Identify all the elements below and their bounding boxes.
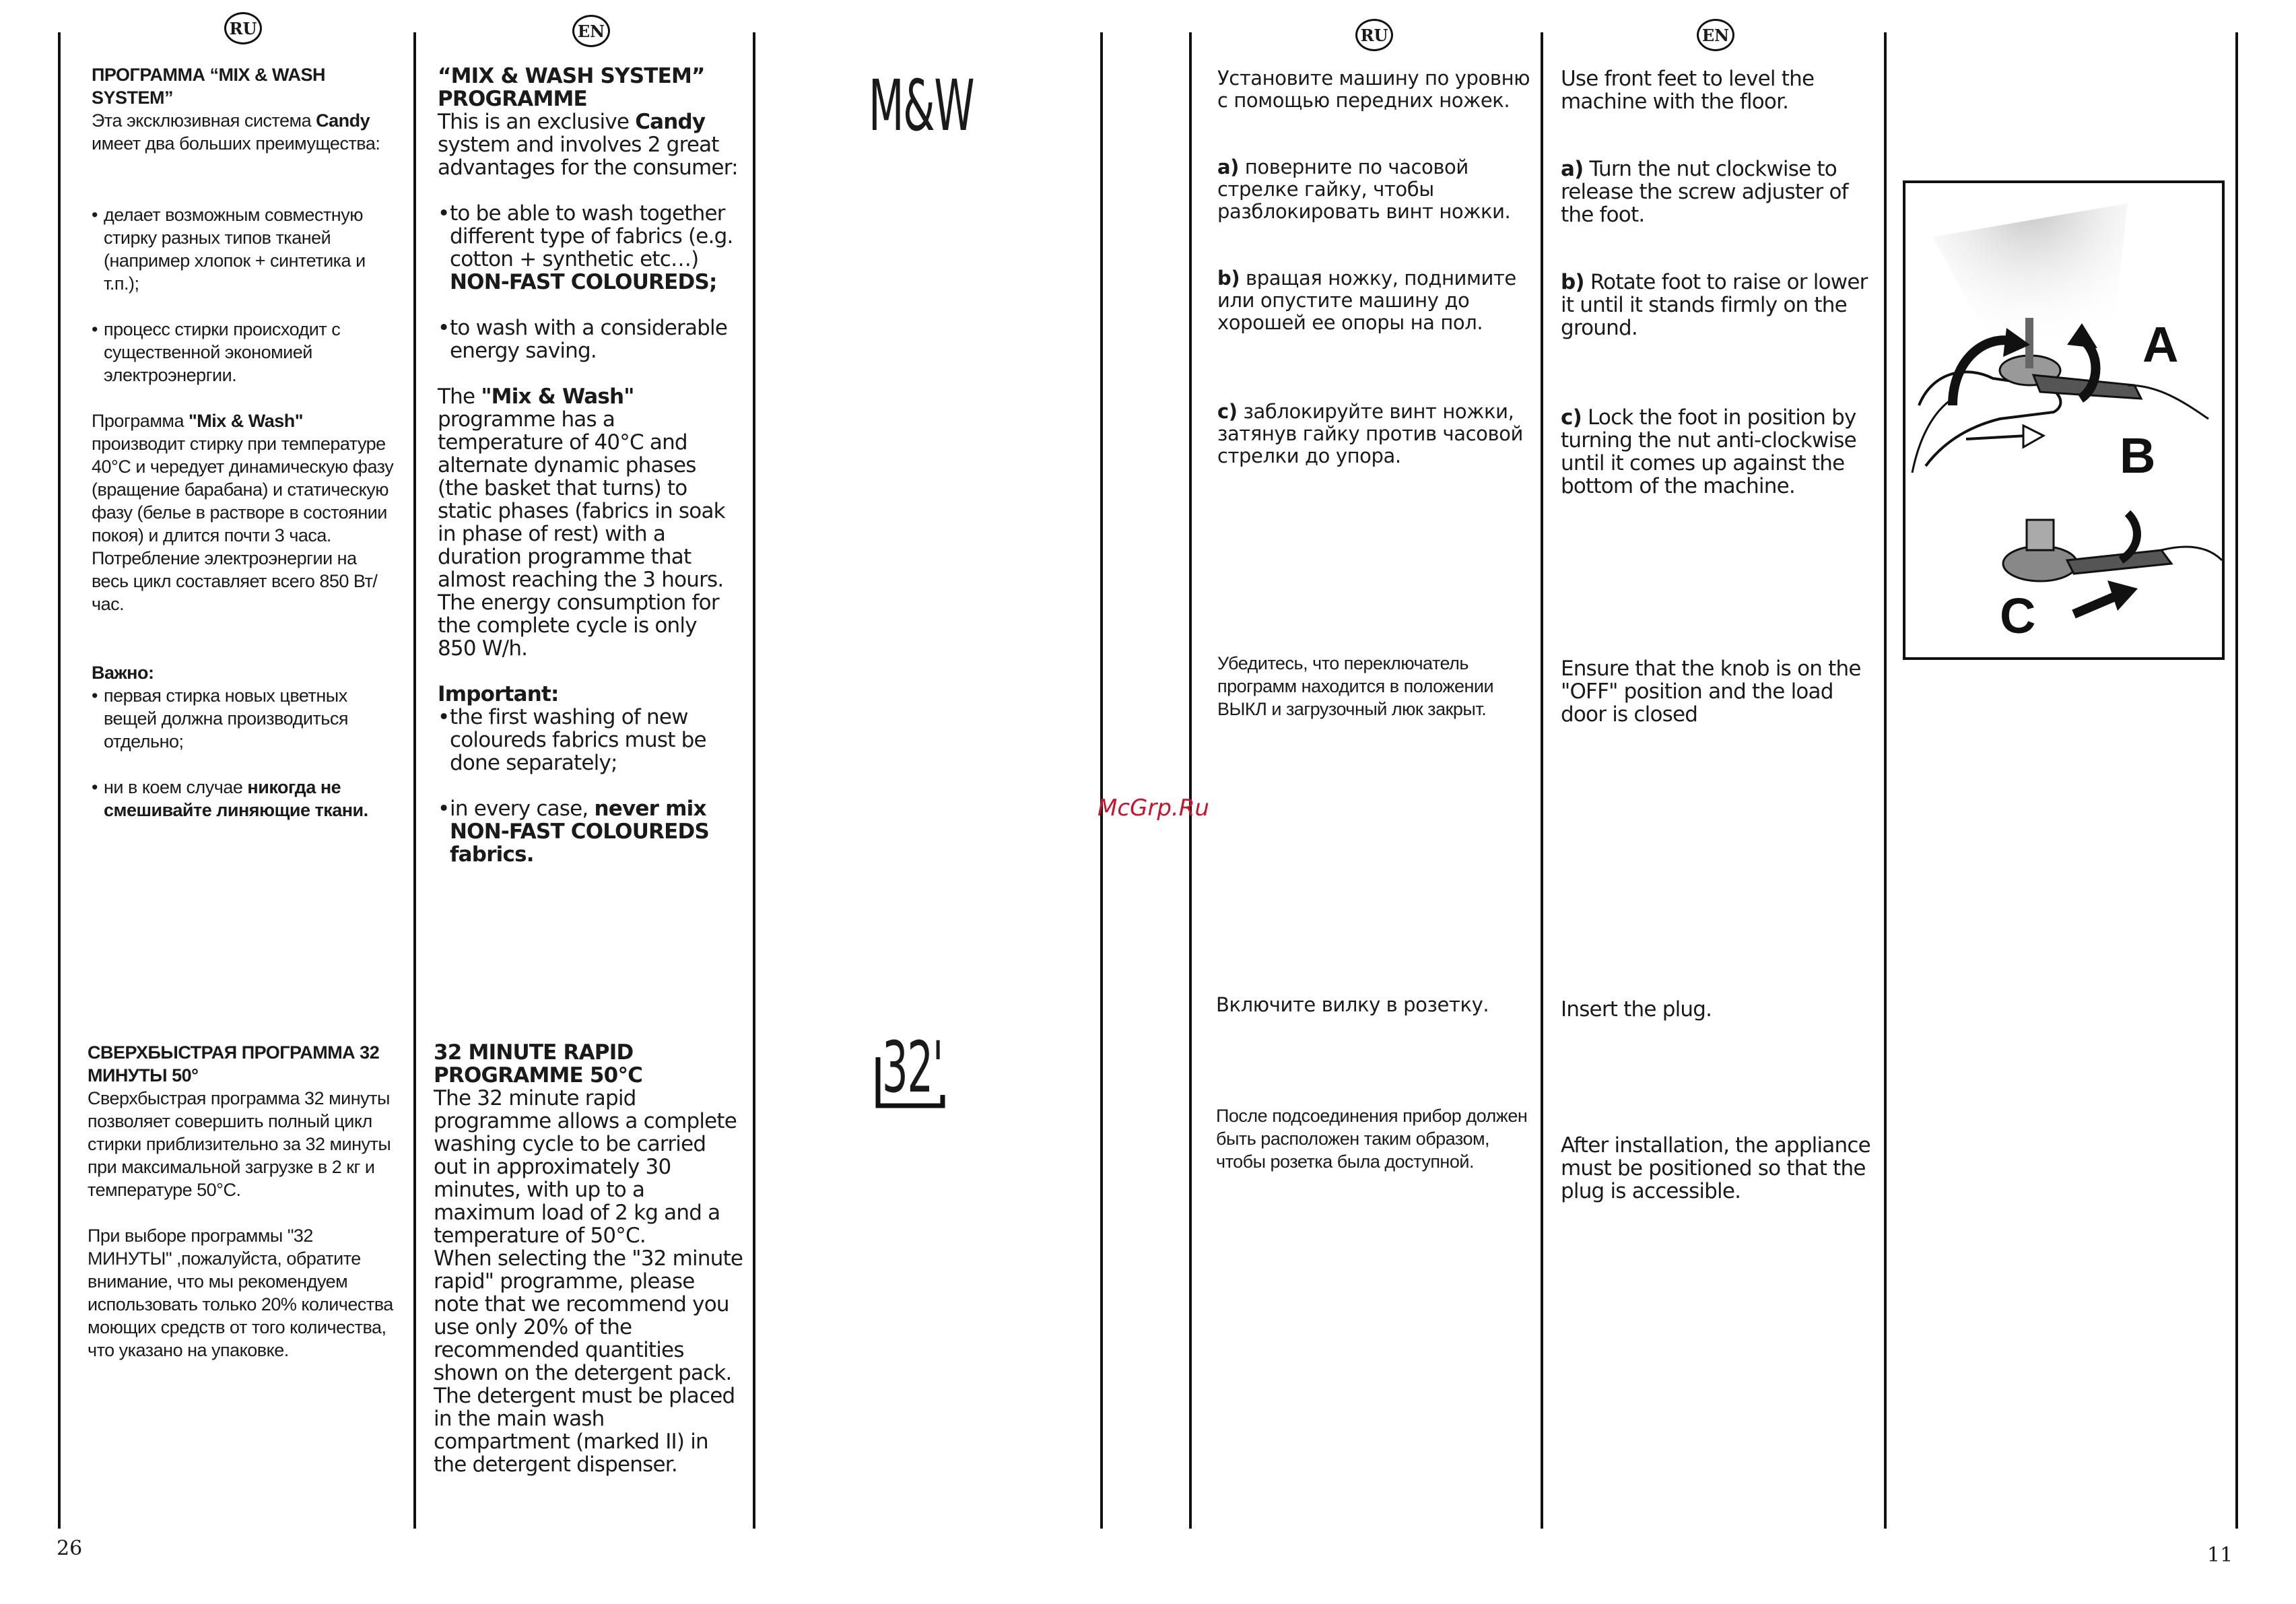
plug-text: Включите вилку в розетку.: [1216, 993, 1489, 1016]
figure-label-b: B: [2120, 428, 2156, 483]
section-title: СВЕРХБЫСТРАЯ ПРОГРАММА 32 МИНУТЫ 50°: [88, 1042, 380, 1085]
list-item: • первая стирка новых цветных вещей должна производиться отдельно;: [92, 684, 395, 753]
wrench-icon: [2067, 550, 2171, 574]
right-ru-ensure: [1217, 652, 1534, 721]
list-item: • to be able to wash together different type of fabrics (e.g. cotton + synthetic etc…) NON-FAST COLOUREDS;: [438, 202, 741, 294]
language-badge-ru: RU: [224, 12, 262, 44]
language-badge-en: EN: [1697, 19, 1734, 51]
rapid-32-bracket-icon: [873, 1030, 947, 1111]
column-divider: [58, 32, 61, 1529]
step-b: b) вращая ножку, поднимите или опустите машину до хорошей ее опоры на пол.: [1217, 267, 1516, 334]
language-badge-en: EN: [572, 15, 610, 47]
section-title: “MIX & WASH SYSTEM” PROGRAMME: [438, 64, 705, 111]
right-en-column: [1561, 67, 1877, 498]
rapid-32-label: 32': [882, 1026, 943, 1108]
after-installation-text: После подсоединения прибор должен быть расположен таким образом, чтобы розетка была доступной.: [1216, 1106, 1528, 1172]
brand-name: Candy: [635, 110, 706, 134]
right-ru-after: [1216, 1104, 1532, 1173]
level-instruction: Use front feet to level the machine with the floor.: [1561, 67, 1815, 114]
right-ru-column: [1217, 67, 1534, 467]
column-divider: [753, 32, 755, 1529]
intro-text: This is an exclusive Candy system and involves 2 great advantages for the consumer:: [438, 110, 738, 180]
rapid-description: Сверхбыстрая программа 32 минуты позволяет совершить полный цикл стирки приблизительно за 32 минуты при максимальной загрузке в 2 кг и температуре 50°С.: [88, 1088, 391, 1200]
figure-label-a: A: [2142, 316, 2179, 372]
left-en-column: [438, 65, 741, 866]
advantages-list: [438, 202, 741, 362]
left-ru-rapid: [88, 1041, 397, 1362]
level-instruction: Установите машину по уровню с помощью передних ножек.: [1217, 67, 1530, 112]
step-b: b) Rotate foot to raise or lower it until it stands firmly on the ground.: [1561, 270, 1868, 340]
list-item: • to wash with a considerable energy saving.: [438, 316, 741, 362]
important-list: [438, 706, 741, 866]
step-c: c) заблокируйте винт ножки, затянув гайку против часовой стрелки до упора.: [1217, 400, 1523, 467]
list-item: • ни в коем случае никогда не смешивайте линяющие ткани.: [92, 776, 395, 822]
column-divider: [1541, 32, 1543, 1529]
list-item: • процесс стирки происходит с существенной экономией электроэнергии.: [92, 318, 395, 387]
left-ru-column: [92, 63, 395, 822]
right-en-after: [1561, 1134, 1877, 1203]
advantages-list: [92, 203, 395, 387]
list-item: • the first washing of new coloureds fabrics must be done separately;: [438, 706, 741, 774]
rapid-note: When selecting the "32 minute rapid" programme, please note that we recommend you use only 20% of the recommended quantities shown on the detergent pack. The detergent must be placed in the main wash compartment (marked II) in the detergent dispenser.: [434, 1246, 743, 1477]
leveling-foot-illustration: [1903, 180, 2225, 660]
right-en-ensure: [1561, 657, 1877, 726]
column-divider: [413, 32, 416, 1529]
description-paragraph: The "Mix & Wash" programme has a temperature of 40°C and alternate dynamic phases (the basket that turns) to static phases (fabrics in soak in phase of rest) with a duration programme that almost reaching the 3 hours. The energy consumption for the complete cycle is only 850 W/h.: [438, 385, 725, 661]
left-en-rapid: [434, 1041, 743, 1476]
right-en-plug: [1561, 998, 1877, 1021]
description-paragraph: Программа "Mix & Wash" производит стирку при температуре 40°С и чередует динамическую фазу (вращение барабана) и статическую фазу (белье в растворе в состоянии покоя) и длится почти 3 часа. Потребление электроэнергии на весь цикл составляет всего 850 Вт/час.: [92, 411, 394, 614]
step-a: a) Turn the nut clockwise to release the screw adjuster of the foot.: [1561, 157, 1848, 227]
important-heading: Important:: [438, 682, 559, 706]
brand-name: Candy: [316, 110, 370, 131]
section-title: 32 MINUTE RAPID PROGRAMME 50°C: [434, 1040, 643, 1088]
important-heading: Важно:: [92, 663, 154, 683]
rapid-note: При выборе программы "32 МИНУТЫ" ,пожалуйста, обратите внимание, что мы рекомендуем использовать только 20% количества моющих средств от того количества, что указано на упаковке.: [88, 1226, 393, 1360]
watermark: McGrp.Ru: [1098, 795, 1209, 822]
page-number-right: 11: [2207, 1543, 2233, 1567]
section-title: ПРОГРАММА “MIX & WASH SYSTEM”: [92, 65, 325, 108]
column-divider: [1100, 32, 1103, 1529]
list-item: • делает возможным совместную стирку разных типов тканей (например хлопок + синтетика и т.п.);: [92, 203, 395, 295]
column-divider: [1189, 32, 1192, 1529]
right-ru-plug: [1216, 994, 1532, 1016]
important-list: [92, 684, 395, 822]
foot-adjustment-diagram: [1905, 183, 2222, 657]
rapid-32-symbol: [873, 1026, 947, 1111]
ensure-text: Ensure that the knob is on the "OFF" position and the load door is closed: [1561, 657, 1861, 727]
column-divider: [1884, 32, 1887, 1529]
ensure-text: Убедитесь, что переключатель программ находится в положении ВЫКЛ и загрузочный люк закрыт.: [1217, 653, 1494, 719]
rapid-description: The 32 minute rapid programme allows a complete washing cycle to be carried out in approximately 30 minutes, with up to a maximum load of 2 kg and a temperature of 50°C.: [434, 1086, 737, 1248]
after-installation-text: After installation, the appliance must be positioned so that the plug is accessible.: [1561, 1133, 1870, 1203]
figure-label-c: C: [2000, 588, 2036, 644]
plug-text: Insert the plug.: [1561, 997, 1712, 1022]
list-item: • in every case, never mix NON-FAST COLOUREDS fabrics.: [438, 797, 741, 866]
mix-wash-symbol: M&W: [869, 65, 974, 147]
page-number-left: 26: [57, 1537, 83, 1560]
column-divider: [2235, 32, 2238, 1529]
direction-arrow-icon: [1966, 436, 2027, 439]
language-badge-ru: RU: [1355, 19, 1393, 51]
foot-icon: [2003, 546, 2077, 581]
step-c: c) Lock the foot in position by turning the nut anti-clockwise until it comes up against the bottom of the machine.: [1561, 405, 1856, 498]
step-a: a) поверните по часовой стрелке гайку, чтобы разблокировать винт ножки.: [1217, 156, 1511, 223]
intro-text: Эта эксклюзивная система Candy имеет два больших преимущества:: [92, 110, 380, 154]
